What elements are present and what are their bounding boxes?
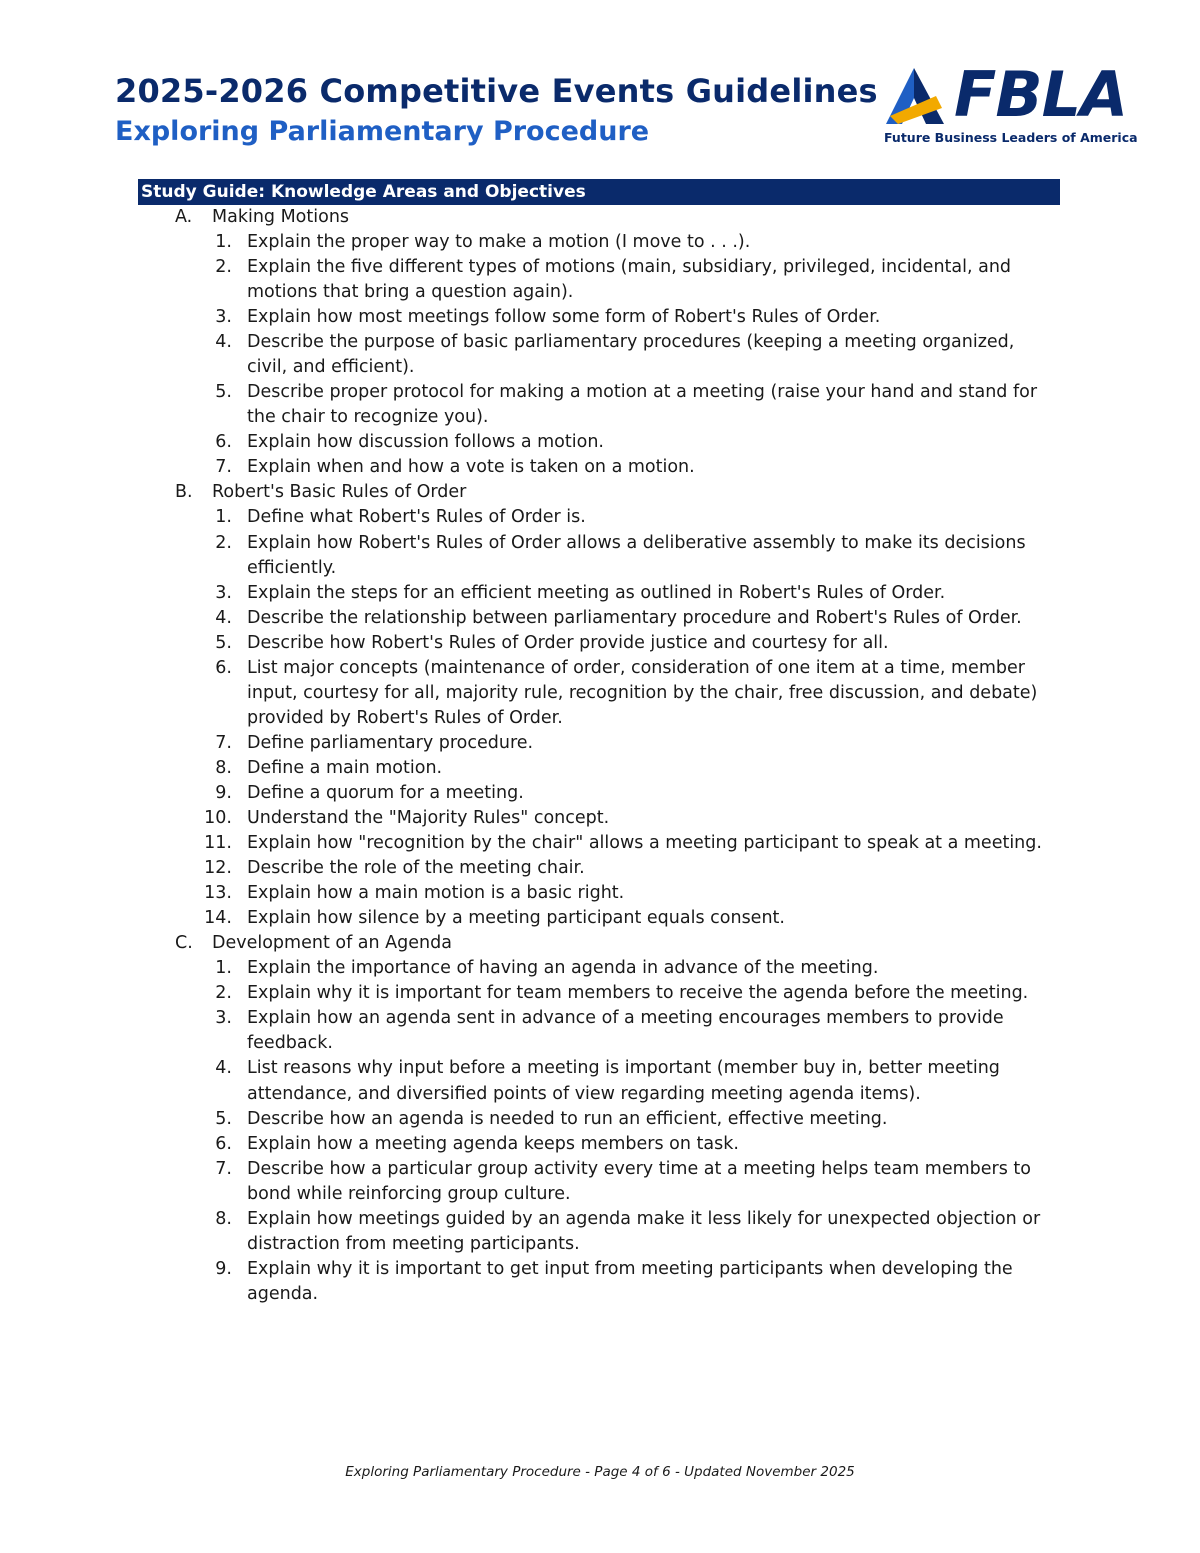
item-text: Define a main motion. [247,757,443,778]
page-footer: Exploring Parliamentary Procedure - Page 4 of 6 - Updated November 2025 [345,1464,855,1480]
item-number: 2. [215,983,232,1004]
section-header: Study Guide: Knowledge Areas and Objectives [138,179,1060,205]
objective-item [0,230,1057,255]
objectives-list [0,205,1200,1307]
item-number: 7. [215,1158,232,1179]
item-text: Define what Robert's Rules of Order is. [247,507,586,528]
item-number: 14. [204,908,232,929]
item-text: Explain how a meeting agenda keeps members on task. [247,1133,739,1154]
item-text: Explain how "recognition by the chair" allows a meeting participant to speak at a meeting. [247,833,1042,854]
group-heading [0,205,1200,230]
item-text: List reasons why input before a meeting is important (member buy in, better meeting attendance, and diversified points of view regarding meeting agenda items). [247,1058,1000,1104]
item-text: Understand the "Majority Rules" concept. [247,808,610,829]
objective-item [0,505,1057,530]
objective-item [0,1207,1057,1257]
page-subtitle: Exploring Parliamentary Procedure [115,116,650,147]
item-text: Explain when and how a vote is taken on a motion. [247,457,695,478]
item-number: 7. [215,457,232,478]
item-number: 2. [215,532,232,553]
objective-item [0,831,1057,856]
fbla-triangle-icon [884,66,948,126]
item-text: Define a quorum for a meeting. [247,782,524,803]
item-text: Explain why it is important to get input from meeting participants when developing the agenda. [247,1258,1013,1304]
item-text: Describe how an agenda is needed to run an efficient, effective meeting. [247,1108,888,1129]
group-title: Making Motions [212,207,350,227]
item-number: 6. [215,657,232,678]
group-heading [0,480,1200,505]
objective-item [0,1056,1057,1106]
objective-item [0,1107,1057,1132]
item-number: 3. [215,307,232,328]
objective-item [0,455,1057,480]
group-title: Robert's Basic Rules of Order [212,482,467,503]
item-number: 9. [215,782,232,803]
objective-item [0,1006,1057,1056]
item-number: 5. [215,1108,232,1129]
item-text: List major concepts (maintenance of order, consideration of one item at a time, member input, courtesy for all, majority rule, recognition by the chair, free discussion, and debate) provided by Robert's Rules of Order. [247,657,1038,728]
item-number: 12. [204,858,232,879]
item-number: 8. [215,757,232,778]
objective-item [0,806,1057,831]
item-text: Describe how Robert's Rules of Order provide justice and courtesy for all. [247,632,889,653]
item-number: 4. [215,607,232,628]
objective-item [0,1157,1057,1207]
item-text: Describe proper protocol for making a motion at a meeting (raise your hand and stand for the chair to recognize you). [247,382,1038,428]
objective-item [0,255,1057,305]
objective-item [0,380,1057,430]
item-text: Describe the role of the meeting chair. [247,858,585,879]
objective-item [0,631,1057,656]
item-text: Explain how an agenda sent in advance of a meeting encourages members to provide feedback. [247,1008,1004,1054]
item-text: Explain how discussion follows a motion. [247,432,604,453]
item-text: Explain the importance of having an agenda in advance of the meeting. [247,958,879,979]
group-letter: A. [175,207,193,227]
item-text: Explain the steps for an efficient meeting as outlined in Robert's Rules of Order. [247,582,946,603]
item-number: 4. [215,332,232,353]
logo-tagline: Future Business Leaders of America [884,130,1138,145]
item-number: 4. [215,1058,232,1079]
objective-item [0,581,1057,606]
objective-item [0,330,1057,380]
objective-item [0,906,1057,931]
item-number: 3. [215,1008,232,1029]
item-number: 6. [215,1133,232,1154]
item-number: 3. [215,582,232,603]
objective-item [0,305,1057,330]
item-number: 5. [215,632,232,653]
objective-item [0,956,1057,981]
logo-wordmark: FBLA [954,58,1128,131]
item-text: Explain how a main motion is a basic right. [247,883,625,904]
item-text: Explain how meetings guided by an agenda make it less likely for unexpected objection or distraction from meeting participants. [247,1208,1041,1254]
objective-item [0,756,1057,781]
objective-item [0,430,1057,455]
group-letter: B. [175,482,193,503]
item-number: 8. [215,1208,232,1229]
group-heading [0,931,1200,956]
objective-item [0,731,1057,756]
item-number: 6. [215,432,232,453]
item-text: Describe the relationship between parliamentary procedure and Robert's Rules of Order. [247,607,1022,628]
group-letter: C. [175,933,193,954]
item-number: 13. [204,883,232,904]
item-text: Explain why it is important for team members to receive the agenda before the meeting. [247,983,1029,1004]
item-number: 5. [215,382,232,403]
item-number: 1. [215,232,232,252]
fbla-logo [884,58,1138,150]
item-text: Explain the proper way to make a motion (I move to . . .). [247,232,751,252]
item-number: 1. [215,507,232,528]
item-number: 10. [204,808,232,829]
item-text: Explain how Robert's Rules of Order allows a deliberative assembly to make its decisions efficiently. [247,532,1026,578]
page-title: 2025-2026 Competitive Events Guidelines [115,72,878,110]
objective-item [0,981,1057,1006]
objective-item [0,531,1057,581]
objective-item [0,1257,1057,1307]
item-text: Describe the purpose of basic parliamentary procedures (keeping a meeting organized, civil, and efficient). [247,332,1015,378]
objective-item [0,781,1057,806]
item-text: Define parliamentary procedure. [247,732,534,753]
objective-item [0,606,1057,631]
objective-item [0,881,1057,906]
item-text: Describe how a particular group activity every time at a meeting helps team members to bond while reinforcing group culture. [247,1158,1031,1204]
item-number: 7. [215,732,232,753]
item-text: Explain the five different types of motions (main, subsidiary, privileged, incidental, and motions that bring a question again). [247,257,1012,303]
item-number: 9. [215,1258,232,1279]
objective-item [0,1132,1057,1157]
item-number: 2. [215,257,232,278]
item-number: 1. [215,958,232,979]
group-title: Development of an Agenda [212,933,452,954]
item-text: Explain how most meetings follow some form of Robert's Rules of Order. [247,307,881,328]
objective-item [0,656,1057,731]
item-number: 11. [204,833,232,854]
objective-item [0,856,1057,881]
item-text: Explain how silence by a meeting participant equals consent. [247,908,785,929]
